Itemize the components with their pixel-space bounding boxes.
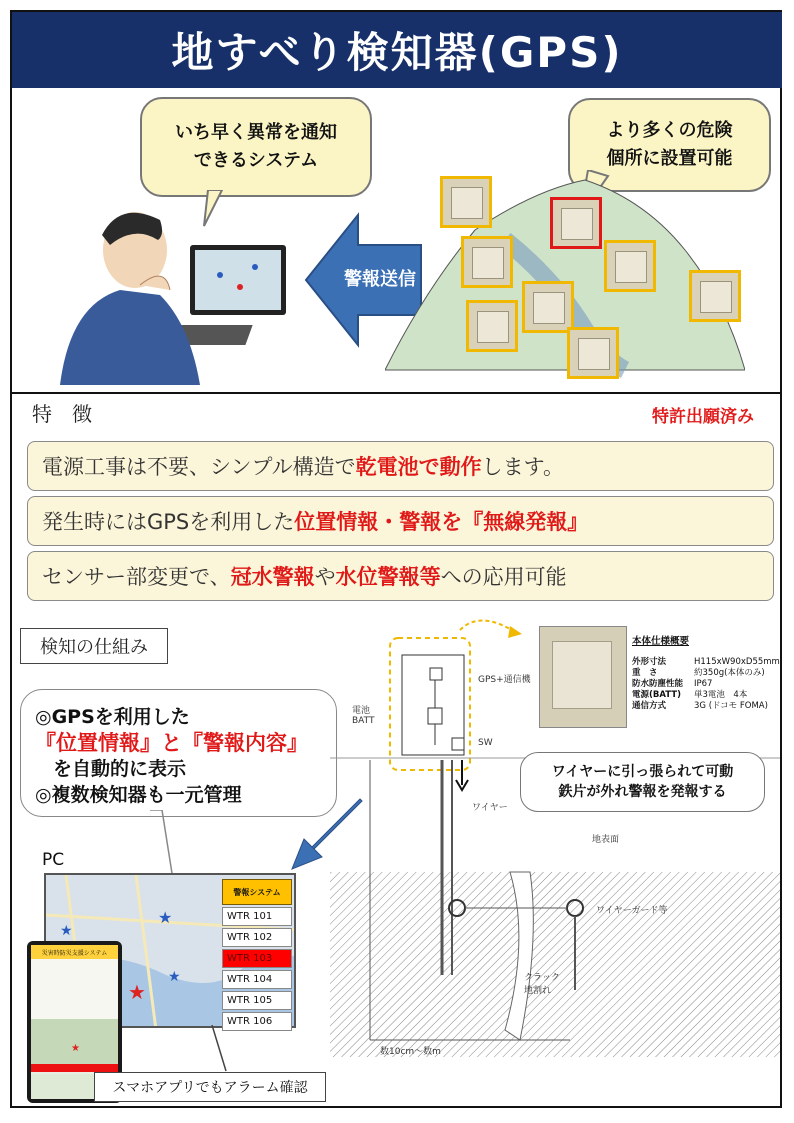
diagram-label-battery: 電池 BATT	[352, 706, 375, 726]
spec-key: 通信方式	[632, 701, 667, 711]
arrow-label: 警報送信	[344, 269, 416, 290]
feature-text: への応用可能	[440, 565, 567, 589]
map-marker-icon: ★	[168, 969, 181, 985]
spec-key: 電源(BATT)	[632, 690, 681, 700]
sensor-device	[522, 281, 574, 333]
feature-item	[27, 441, 774, 491]
app-pointer	[210, 1025, 230, 1075]
feature-highlight: 水位警報等	[335, 565, 441, 589]
alert-system-title: 警報システム	[222, 879, 292, 905]
feature-item	[27, 551, 774, 601]
installation-diagram	[330, 610, 780, 1090]
operator-illustration	[40, 195, 290, 390]
sensor-device-alert	[550, 197, 602, 249]
wtr-row[interactable]: WTR 106	[222, 1012, 292, 1031]
alert-system-panel	[222, 879, 292, 1027]
feature-text: 発生時にはGPSを利用した	[42, 510, 295, 534]
bubble-early-notice-text: いち早く異常を通知 できるシステム	[175, 122, 337, 171]
diagram-label-crack: クラック 地割れ	[524, 973, 560, 996]
wtr-row[interactable]: WTR 102	[222, 928, 292, 947]
bubble-more-sites-text: より多くの危険 個所に設置可能	[606, 120, 733, 169]
diagram-label-ground: 地表面	[592, 835, 620, 845]
diagram-label-gps: GPS+通信機	[478, 675, 531, 685]
diagram-label-distance: 数10cm～数m	[380, 1047, 441, 1057]
diagram-label-wire: ワイヤー	[472, 803, 508, 813]
phone-app-title: 災害時防災支援システム	[31, 945, 118, 959]
sensor-device	[567, 327, 619, 379]
phone-marker-icon: ★	[71, 1043, 80, 1054]
mechanism-label: 検知の仕組み	[20, 628, 168, 664]
wtr-row[interactable]: WTR 101	[222, 907, 292, 926]
feature-highlight: 冠水警報	[230, 565, 315, 589]
spec-key: 防水防塵性能	[632, 679, 684, 689]
feature-text: 電源工事は不要、シンプル構造で	[42, 455, 356, 479]
feature-text: や	[314, 565, 336, 589]
wtr-row[interactable]: WTR 105	[222, 991, 292, 1010]
map-marker-icon: ★	[158, 908, 173, 927]
feature-text: センサー部変更で、	[42, 565, 231, 589]
features-title: 特 徴	[32, 402, 92, 426]
gps-line: ◎GPSを利用した	[35, 706, 190, 728]
sensor-device	[604, 240, 656, 292]
smartphone-app-note: スマホアプリでもアラーム確認	[94, 1072, 326, 1102]
sensor-device	[440, 176, 492, 228]
feature-text: します。	[481, 455, 564, 479]
sensor-device	[461, 236, 513, 288]
map-marker-icon: ★	[60, 923, 73, 939]
patent-note: 特許出願済み	[652, 407, 754, 427]
spec-value: 約350g(本体のみ)	[694, 668, 765, 678]
sensor-device	[466, 300, 518, 352]
spec-value: 単3電池 4本	[694, 690, 748, 700]
pc-label: PC	[42, 850, 65, 870]
gps-line: を自動的に表示	[53, 758, 187, 780]
spec-value: IP67	[694, 679, 713, 689]
spec-value: H115xW90xD55mm	[694, 657, 780, 667]
feature-highlight: 位置情報・警報を『無線発報』	[294, 510, 589, 534]
map-marker-alert-icon: ★	[128, 980, 146, 1004]
sensor-device	[689, 270, 741, 322]
gps-line-red: 『位置情報』と『警報内容』	[35, 731, 308, 755]
wtr-row-alert[interactable]: WTR 103	[222, 949, 292, 968]
diagram-label-sw: SW	[478, 738, 493, 748]
bubble-early-notice	[140, 97, 372, 197]
spec-value: 3G (ドコモ FOMA)	[694, 701, 768, 711]
feature-item	[27, 496, 774, 546]
page-title: 地すべり検知器(GPS)	[12, 12, 782, 88]
wire-mechanism-bubble: ワイヤーに引っ張られて可動 鉄片が外れ警報を発報する	[520, 752, 765, 812]
section-divider	[12, 392, 782, 394]
wtr-row[interactable]: WTR 104	[222, 970, 292, 989]
diagram-label-wire-guard: ワイヤーガード等	[596, 906, 668, 916]
spec-key: 外形寸法	[632, 657, 667, 667]
spec-title: 本体仕様概要	[632, 636, 690, 647]
gps-line: ◎複数検知器も一元管理	[35, 784, 242, 806]
feature-highlight: 乾電池で動作	[355, 455, 482, 479]
spec-key: 重 さ	[632, 668, 658, 678]
